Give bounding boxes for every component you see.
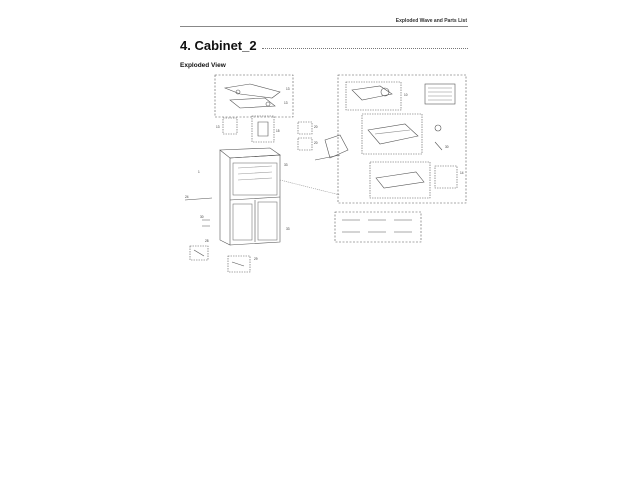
svg-text:24: 24 [185, 195, 189, 199]
svg-text:33: 33 [286, 227, 290, 231]
section-title: 4. Cabinet_2 [180, 38, 257, 53]
header-rule [180, 26, 468, 27]
svg-text:13: 13 [216, 125, 220, 129]
svg-text:13: 13 [286, 87, 290, 91]
title-rule [262, 48, 468, 49]
svg-text:28: 28 [205, 239, 209, 243]
exploded-view-diagram [180, 70, 470, 280]
svg-text:15: 15 [276, 129, 280, 133]
fittings-box [335, 212, 421, 242]
section-subtitle: Exploded View [180, 62, 226, 69]
svg-text:30: 30 [445, 145, 449, 149]
svg-text:20: 20 [314, 125, 318, 129]
svg-text:20: 20 [314, 141, 318, 145]
svg-text:1: 1 [198, 170, 200, 174]
svg-text:33: 33 [284, 163, 288, 167]
svg-text:13: 13 [284, 101, 288, 105]
svg-text:14: 14 [460, 171, 464, 175]
svg-text:30: 30 [200, 215, 204, 219]
running-header: Exploded Wave and Parts List [395, 18, 467, 24]
svg-text:29: 29 [254, 257, 258, 261]
right-parts-box [338, 75, 466, 203]
svg-text:10: 10 [404, 93, 408, 97]
exploded-view-drawing [180, 70, 470, 280]
